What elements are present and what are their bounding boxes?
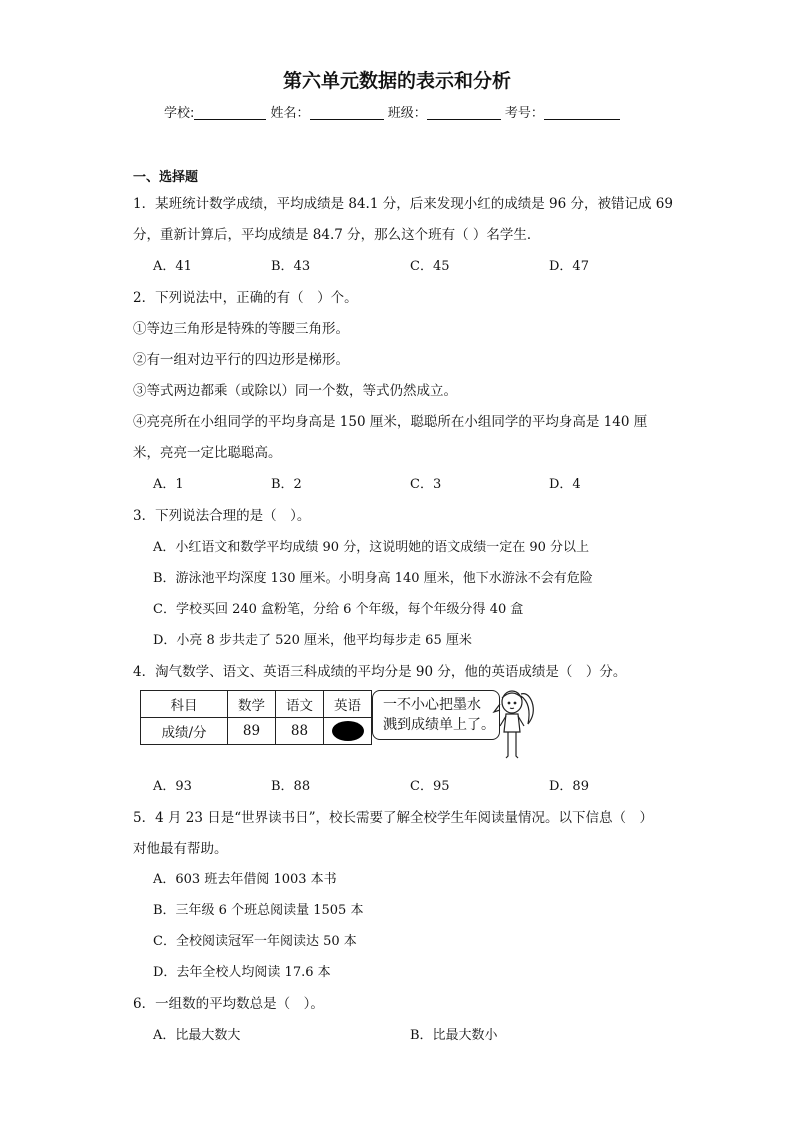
q1-option-d[interactable]: D．47: [549, 259, 589, 274]
score-table-row: [141, 718, 372, 745]
name-label: 姓名：: [270, 106, 310, 121]
table-cell: 成绩/分: [141, 718, 228, 745]
q3-option-a[interactable]: A．小红语文和数学平均成绩 90 分，这说明她的语文成绩一定在 90 分以上: [153, 540, 590, 555]
bubble-line-1: 一不小心把墨水: [383, 697, 481, 713]
section-title: 一、选择题: [133, 170, 199, 185]
q3-text: 3．下列说法合理的是（ ）。: [133, 508, 311, 524]
exam-no-label: 考号：: [504, 106, 544, 121]
q6-option-b[interactable]: B．比最大数小: [410, 1028, 498, 1043]
q5-option-d[interactable]: D．去年全校人均阅读 17.6 本: [153, 965, 331, 980]
q6-text: 6．一组数的平均数总是（ ）。: [133, 996, 324, 1012]
q4-text: 4．淘气数学、语文、英语三科成绩的平均分是 90 分，他的英语成绩是（ ）分。: [133, 664, 627, 680]
q2-text: 2．下列说法中，正确的有（ ）个。: [133, 290, 358, 306]
table-cell: 语文: [276, 691, 324, 718]
table-cell: 89: [228, 718, 276, 745]
q3-option-c[interactable]: C．学校买回 240 盒粉笔，分给 6 个年级，每个年级分得 40 盒: [153, 602, 524, 617]
student-info: [164, 102, 620, 121]
q5-text-2: 对他最有帮助。: [133, 841, 228, 857]
q4-option-b[interactable]: B．88: [271, 779, 311, 794]
q5-option-a[interactable]: A．603 班去年借阅 1003 本书: [153, 872, 337, 887]
q5-text-1: 5．4 月 23 日是“世界读书日”，校长需要了解全校学生年阅读量情况。以下信息（ ）: [133, 810, 654, 826]
bubble-line-2: 溅到成绩单上了。: [383, 717, 495, 733]
q2-option-d[interactable]: D．4: [549, 477, 581, 492]
q1-option-c[interactable]: C．45: [410, 259, 450, 274]
table-cell: 英语: [324, 691, 372, 718]
girl-illustration-icon: [492, 684, 542, 766]
q2-statement-2: ②有一组对边平行的四边形是梯形。: [133, 352, 349, 368]
table-cell: 科目: [141, 691, 228, 718]
q4-option-a[interactable]: A．93: [153, 779, 192, 794]
table-cell: 88: [276, 718, 324, 745]
q5-option-b[interactable]: B．三年级 6 个班总阅读量 1505 本: [153, 903, 364, 918]
class-label: 班级：: [387, 106, 427, 121]
q6-option-a[interactable]: A．比最大数大: [153, 1028, 241, 1043]
q3-option-b[interactable]: B．游泳池平均深度 130 厘米。小明身高 140 厘米，他下水游泳不会有危险: [153, 571, 593, 586]
q2-statement-4b: 米，亮亮一定比聪聪高。: [133, 445, 282, 461]
q1-text-2: 分，重新计算后，平均成绩是 84.7 分，那么这个班有（ ）名学生．: [133, 227, 541, 243]
q2-statement-3: ③等式两边都乘（或除以）同一个数，等式仍然成立。: [133, 383, 457, 399]
school-label: 学校:: [164, 106, 195, 121]
q1-text-1: 1．某班统计数学成绩，平均成绩是 84.1 分，后来发现小红的成绩是 96 分，被错记成 69: [133, 196, 673, 212]
ink-blot-cell: [324, 718, 372, 745]
name-blank[interactable]: [310, 105, 384, 120]
speech-bubble: [372, 690, 500, 740]
score-table-header: [141, 691, 372, 718]
ink-blot-icon: [332, 721, 364, 741]
q3-option-d[interactable]: D．小亮 8 步共走了 520 厘米，他平均每步走 65 厘米: [153, 633, 472, 648]
q4-option-d[interactable]: D．89: [549, 779, 589, 794]
q1-option-a[interactable]: A．41: [153, 259, 192, 274]
page-title: 第六单元数据的表示和分析: [282, 70, 511, 92]
q2-statement-1: ①等边三角形是特殊的等腰三角形。: [133, 321, 349, 337]
table-cell: 数学: [228, 691, 276, 718]
q5-option-c[interactable]: C．全校阅读冠军一年阅读达 50 本: [153, 934, 357, 949]
score-table: [140, 690, 372, 745]
q4-option-c[interactable]: C．95: [410, 779, 450, 794]
school-blank[interactable]: [194, 105, 266, 120]
q2-option-c[interactable]: C．3: [410, 477, 442, 492]
q2-statement-4a: ④亮亮所在小组同学的平均身高是 150 厘米，聪聪所在小组同学的平均身高是 140 厘: [133, 414, 648, 430]
class-blank[interactable]: [427, 105, 501, 120]
q2-option-a[interactable]: A．1: [153, 477, 184, 492]
q2-option-b[interactable]: B．2: [271, 477, 302, 492]
exam-no-blank[interactable]: [544, 105, 620, 120]
q1-option-b[interactable]: B．43: [271, 259, 311, 274]
